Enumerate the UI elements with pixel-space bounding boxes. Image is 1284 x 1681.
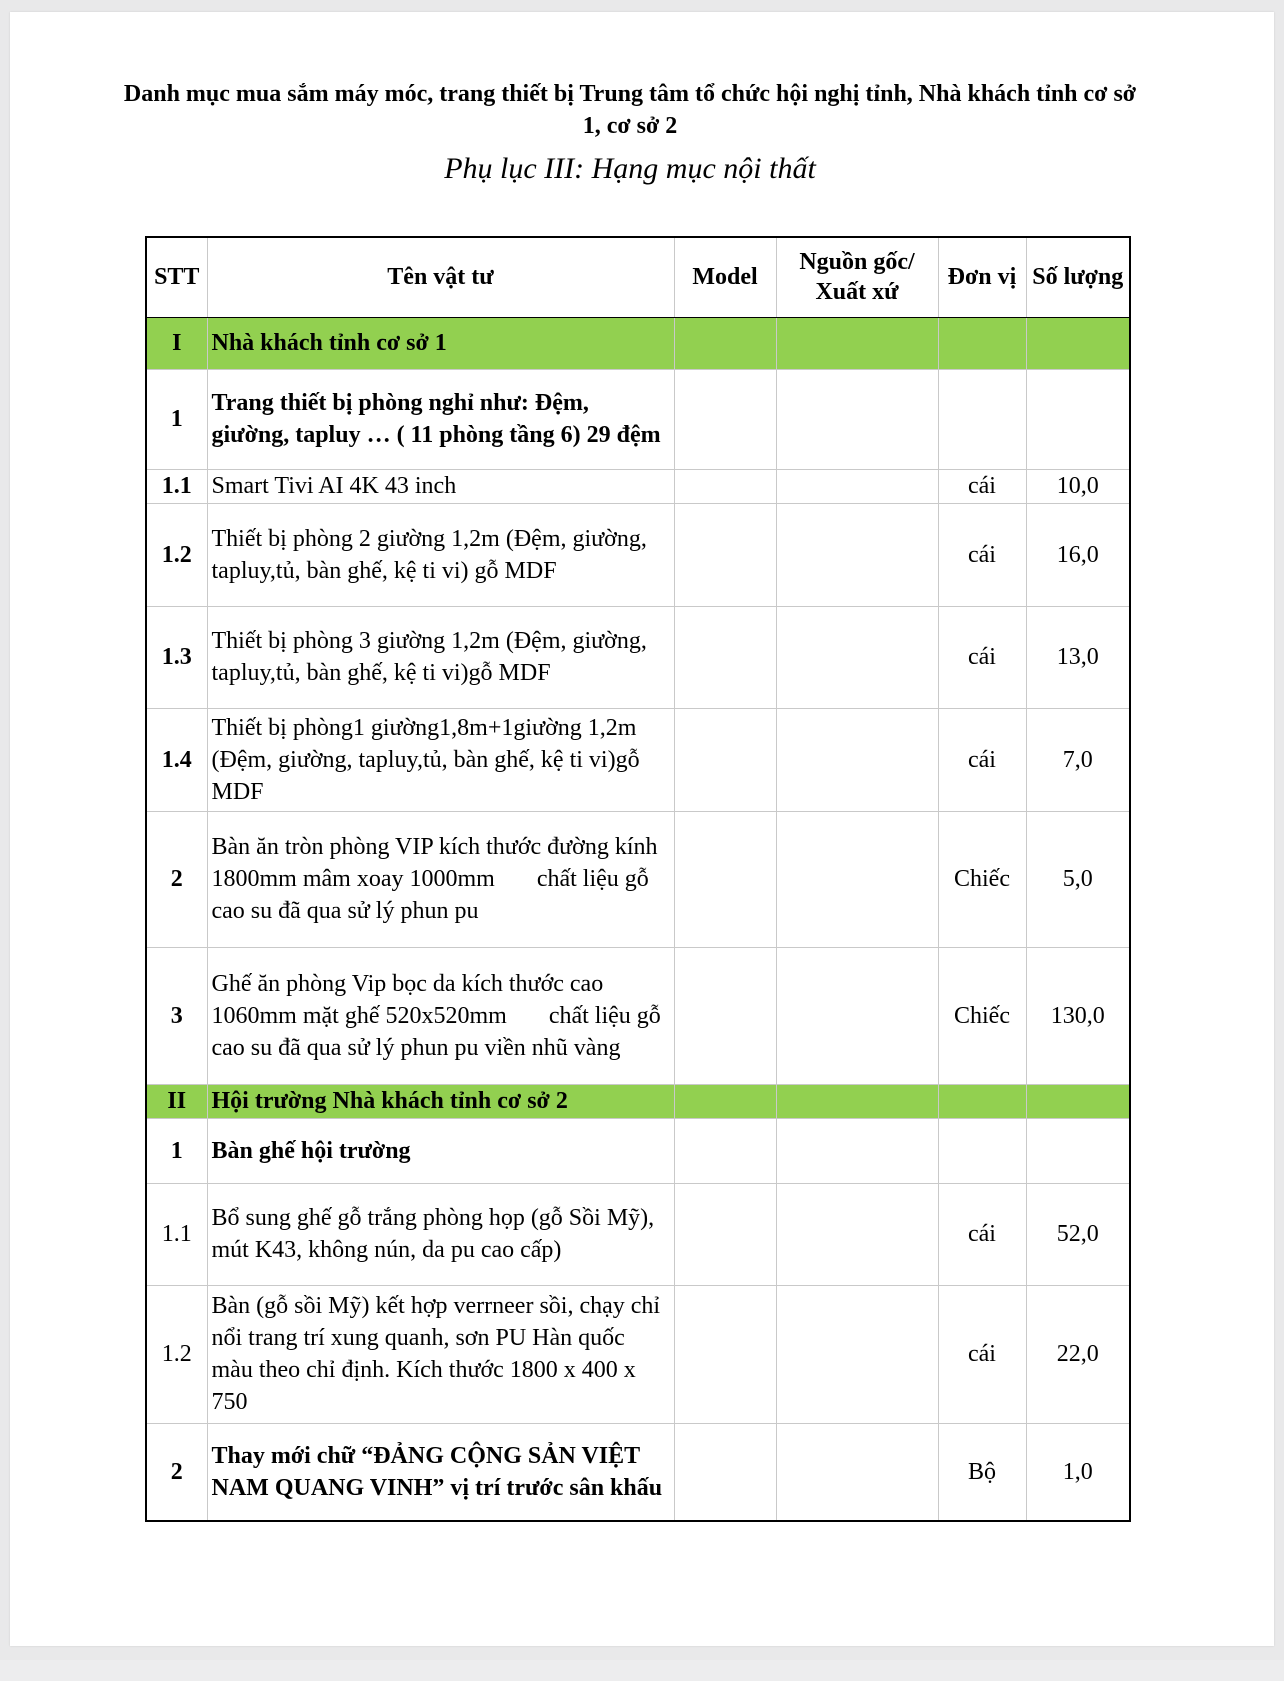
row-stt: 1.3: [146, 606, 207, 708]
row-model: [674, 1183, 776, 1285]
row-name: Thiết bị phòng 3 giường 1,2m (Đệm, giường, tapluy,tủ, bàn ghế, kệ ti vi)gỗ MDF: [207, 606, 674, 708]
row-model: [674, 1285, 776, 1423]
table-row: [146, 708, 1130, 811]
header-name: Tên vật tư: [207, 237, 674, 317]
row-name: Bổ sung ghế gỗ trắng phòng họp (gỗ Sồi Mỹ), mút K43, không nún, da pu cao cấp): [207, 1183, 674, 1285]
row-unit: cái: [938, 1285, 1026, 1423]
row-unit: [938, 1118, 1026, 1183]
header-model: Model: [674, 237, 776, 317]
row-unit: [938, 1084, 1026, 1118]
table-row: [146, 1423, 1130, 1521]
row-stt: 1.1: [146, 1183, 207, 1285]
row-stt: 1: [146, 369, 207, 469]
row-qty: [1026, 1118, 1130, 1183]
row-qty: [1026, 369, 1130, 469]
row-name: Nhà khách tỉnh cơ sở 1: [207, 317, 674, 369]
row-origin: [776, 811, 938, 947]
document-subtitle: Phụ lục III: Hạng mục nội thất: [444, 152, 816, 185]
row-model: [674, 947, 776, 1084]
row-model: [674, 1084, 776, 1118]
row-model: [674, 811, 776, 947]
row-qty: 1,0: [1026, 1423, 1130, 1521]
row-unit: cái: [938, 503, 1026, 606]
row-model: [674, 317, 776, 369]
row-qty: 22,0: [1026, 1285, 1130, 1423]
row-stt: II: [146, 1084, 207, 1118]
row-origin: [776, 1084, 938, 1118]
row-unit: cái: [938, 708, 1026, 811]
row-origin: [776, 469, 938, 503]
row-name: Bàn ăn tròn phòng VIP kích thước đường kính 1800mm mâm xoay 1000mm chất liệu gỗ cao su đã qua sử lý phun pu: [207, 811, 674, 947]
table-row: [146, 469, 1130, 503]
row-stt: 1: [146, 1118, 207, 1183]
header-origin: Nguồn gốc/ Xuất xứ: [776, 237, 938, 317]
table-row: [146, 1118, 1130, 1183]
header-unit: Đơn vị: [938, 237, 1026, 317]
row-unit: cái: [938, 1183, 1026, 1285]
row-stt: 1.1: [146, 469, 207, 503]
row-name: Thiết bị phòng1 giường1,8m+1giường 1,2m (Đệm, giường, tapluy,tủ, bàn ghế, kệ ti vi)gỗ MDF: [207, 708, 674, 811]
header-stt: STT: [146, 237, 207, 317]
row-qty: 10,0: [1026, 469, 1130, 503]
row-name: Bàn (gỗ sồi Mỹ) kết hợp verrneer sồi, chạy chỉ nổi trang trí xung quanh, sơn PU Hàn quốc màu theo chỉ định. Kích thước 1800 x 400 x 750: [207, 1285, 674, 1423]
row-name: Thay mới chữ “ĐẢNG CỘNG SẢN VIỆT NAM QUANG VINH” vị trí trước sân khấu: [207, 1423, 674, 1521]
row-model: [674, 1423, 776, 1521]
header-qty: Số lượng: [1026, 237, 1130, 317]
row-unit: [938, 317, 1026, 369]
row-model: [674, 503, 776, 606]
row-origin: [776, 1118, 938, 1183]
items-table: [145, 236, 1131, 1522]
row-unit: Chiếc: [938, 811, 1026, 947]
row-qty: 13,0: [1026, 606, 1130, 708]
row-model: [674, 606, 776, 708]
row-origin: [776, 503, 938, 606]
row-stt: 2: [146, 811, 207, 947]
table-row: [146, 1285, 1130, 1423]
row-stt: 1.4: [146, 708, 207, 811]
section-row: [146, 1084, 1130, 1118]
row-name: Bàn ghế hội trường: [207, 1118, 674, 1183]
row-stt: 2: [146, 1423, 207, 1521]
row-stt: I: [146, 317, 207, 369]
row-origin: [776, 708, 938, 811]
row-qty: [1026, 317, 1130, 369]
row-stt: 3: [146, 947, 207, 1084]
table-row: [146, 1183, 1130, 1285]
row-qty: [1026, 1084, 1130, 1118]
bottom-strip: [0, 1660, 1284, 1681]
row-model: [674, 469, 776, 503]
document-title: Danh mục mua sắm máy móc, trang thiết bị Trung tâm tổ chức hội nghị tỉnh, Nhà khách tỉnh cơ sở 1, cơ sở 2: [123, 81, 1137, 139]
row-unit: Chiếc: [938, 947, 1026, 1084]
row-origin: [776, 606, 938, 708]
row-name: Ghế ăn phòng Vip bọc da kích thước cao 1060mm mặt ghế 520x520mm chất liệu gỗ cao su đã qua sử lý phun pu viền nhũ vàng: [207, 947, 674, 1084]
row-qty: 52,0: [1026, 1183, 1130, 1285]
row-unit: [938, 369, 1026, 469]
row-qty: 5,0: [1026, 811, 1130, 947]
row-origin: [776, 947, 938, 1084]
table-row: [146, 811, 1130, 947]
row-unit: cái: [938, 606, 1026, 708]
row-stt: 1.2: [146, 503, 207, 606]
table-row: [146, 947, 1130, 1084]
table-header-row: [146, 237, 1130, 317]
row-origin: [776, 1423, 938, 1521]
section-row: [146, 317, 1130, 369]
row-unit: cái: [938, 469, 1026, 503]
row-model: [674, 369, 776, 469]
row-unit: Bộ: [938, 1423, 1026, 1521]
row-model: [674, 708, 776, 811]
row-origin: [776, 317, 938, 369]
table-row: [146, 606, 1130, 708]
row-qty: 16,0: [1026, 503, 1130, 606]
row-name: Hội trường Nhà khách tỉnh cơ sở 2: [207, 1084, 674, 1118]
row-name: Trang thiết bị phòng nghỉ như: Đệm, giường, tapluy … ( 11 phòng tầng 6) 29 đệm: [207, 369, 674, 469]
table-row: [146, 369, 1130, 469]
row-stt: 1.2: [146, 1285, 207, 1423]
row-origin: [776, 369, 938, 469]
row-model: [674, 1118, 776, 1183]
row-origin: [776, 1285, 938, 1423]
row-qty: 7,0: [1026, 708, 1130, 811]
row-origin: [776, 1183, 938, 1285]
row-name: Smart Tivi AI 4K 43 inch: [207, 469, 674, 503]
row-qty: 130,0: [1026, 947, 1130, 1084]
table-row: [146, 503, 1130, 606]
row-name: Thiết bị phòng 2 giường 1,2m (Đệm, giường, tapluy,tủ, bàn ghế, kệ ti vi) gỗ MDF: [207, 503, 674, 606]
